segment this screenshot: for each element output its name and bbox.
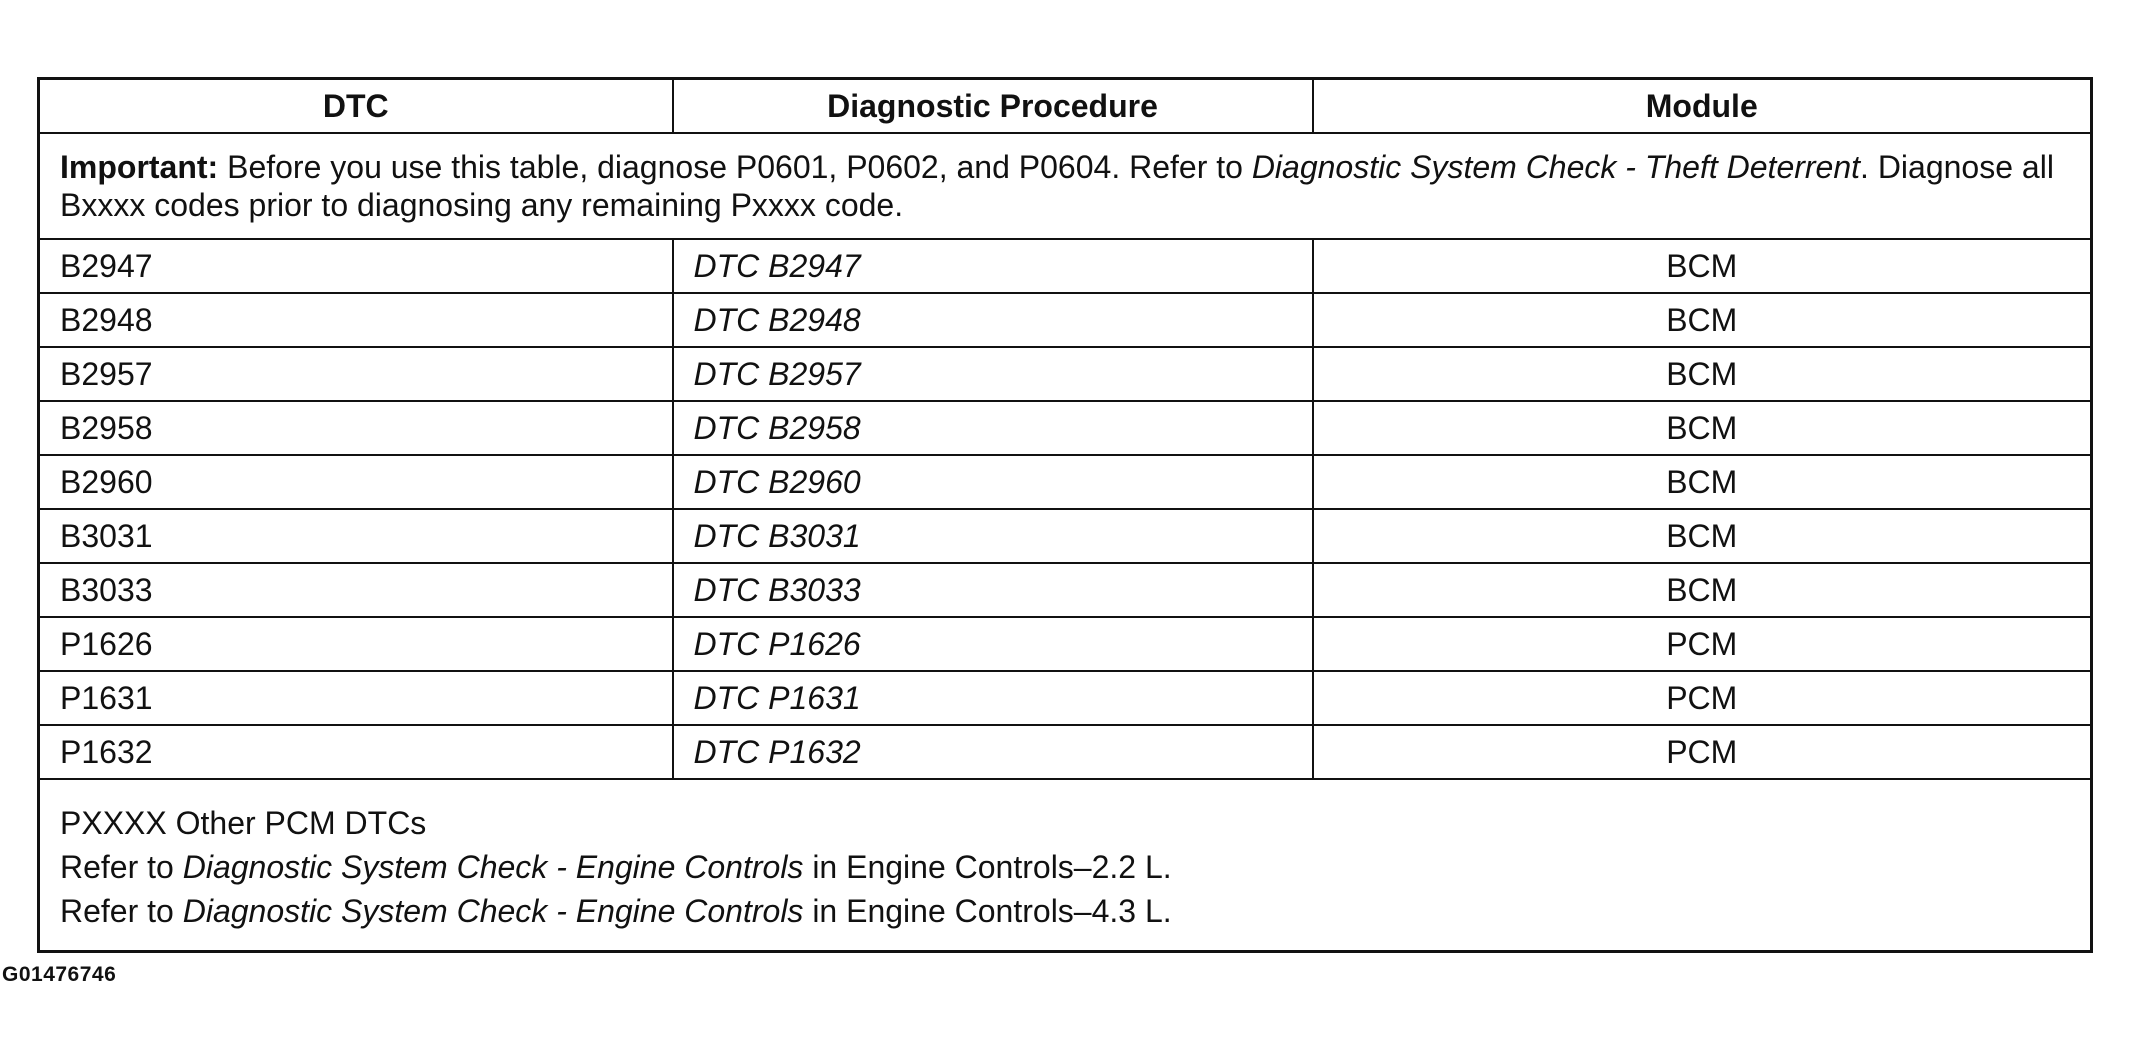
- note-row: [39, 133, 2092, 239]
- note-label: Important:: [60, 149, 219, 185]
- refer-line-2: [60, 889, 2070, 933]
- note-text-1: Before you use this table, diagnose P0601, P0602, and P0604. Refer to: [218, 149, 1252, 185]
- table-row: [39, 239, 2092, 293]
- dtc-cell: B2958: [39, 401, 673, 455]
- module-cell: BCM: [1313, 509, 2092, 563]
- refer-line-1: [60, 845, 2070, 889]
- table-row: [39, 725, 2092, 779]
- module-cell: BCM: [1313, 563, 2092, 617]
- dtc-cell: B2947: [39, 239, 673, 293]
- module-cell: BCM: [1313, 239, 2092, 293]
- table-row: [39, 509, 2092, 563]
- table-row: [39, 401, 2092, 455]
- table-row: [39, 617, 2092, 671]
- module-cell: PCM: [1313, 617, 2092, 671]
- header-module: Module: [1313, 79, 2092, 134]
- module-cell: PCM: [1313, 671, 2092, 725]
- dtc-cell: P1626: [39, 617, 673, 671]
- refer-line-1-suffix: in Engine Controls–2.2 L.: [803, 849, 1172, 885]
- note-reference-link: Diagnostic System Check - Theft Deterrent: [1251, 149, 1861, 185]
- important-note: [39, 133, 2092, 239]
- header-row: [39, 79, 2092, 134]
- header-procedure: Diagnostic Procedure: [673, 79, 1313, 134]
- procedure-cell: DTC B3033: [673, 563, 1313, 617]
- table-row: [39, 455, 2092, 509]
- dtc-cell: P1632: [39, 725, 673, 779]
- procedure-cell: DTC B2958: [673, 401, 1313, 455]
- refer-line-1-reference: Diagnostic System Check - Engine Controls: [182, 849, 804, 885]
- module-cell: BCM: [1313, 401, 2092, 455]
- dtc-cell: B3031: [39, 509, 673, 563]
- other-dtcs-cell: [39, 779, 2092, 952]
- procedure-cell: DTC B2957: [673, 347, 1313, 401]
- dtc-cell: B2948: [39, 293, 673, 347]
- procedure-cell: DTC B3031: [673, 509, 1313, 563]
- procedure-cell: DTC P1626: [673, 617, 1313, 671]
- refer-line-1-prefix: Refer to: [60, 849, 183, 885]
- procedure-cell: DTC B2948: [673, 293, 1313, 347]
- procedure-cell: DTC B2960: [673, 455, 1313, 509]
- other-dtcs-title: PXXXX Other PCM DTCs: [60, 805, 427, 841]
- procedure-cell: DTC P1631: [673, 671, 1313, 725]
- dtc-cell: B2957: [39, 347, 673, 401]
- table-row: [39, 347, 2092, 401]
- table-row: [39, 563, 2092, 617]
- module-cell: BCM: [1313, 455, 2092, 509]
- dtc-table: [37, 77, 2093, 953]
- table-row: [39, 293, 2092, 347]
- figure-id: G01476746: [2, 963, 117, 986]
- dtc-cell: B3033: [39, 563, 673, 617]
- refer-line-2-prefix: Refer to: [60, 893, 183, 929]
- module-cell: BCM: [1313, 293, 2092, 347]
- module-cell: BCM: [1313, 347, 2092, 401]
- refer-line-2-suffix: in Engine Controls–4.3 L.: [803, 893, 1172, 929]
- module-cell: PCM: [1313, 725, 2092, 779]
- procedure-cell: DTC B2947: [673, 239, 1313, 293]
- dtc-cell: B2960: [39, 455, 673, 509]
- refer-line-2-reference: Diagnostic System Check - Engine Controls: [182, 893, 804, 929]
- note-text-2: . Diagnose all Bxxxx codes prior to diagnosing any remaining Pxxxx code.: [60, 149, 2054, 223]
- table-row: [39, 671, 2092, 725]
- header-dtc: DTC: [39, 79, 673, 134]
- dtc-cell: P1631: [39, 671, 673, 725]
- procedure-cell: DTC P1632: [673, 725, 1313, 779]
- footer-row: [39, 779, 2092, 952]
